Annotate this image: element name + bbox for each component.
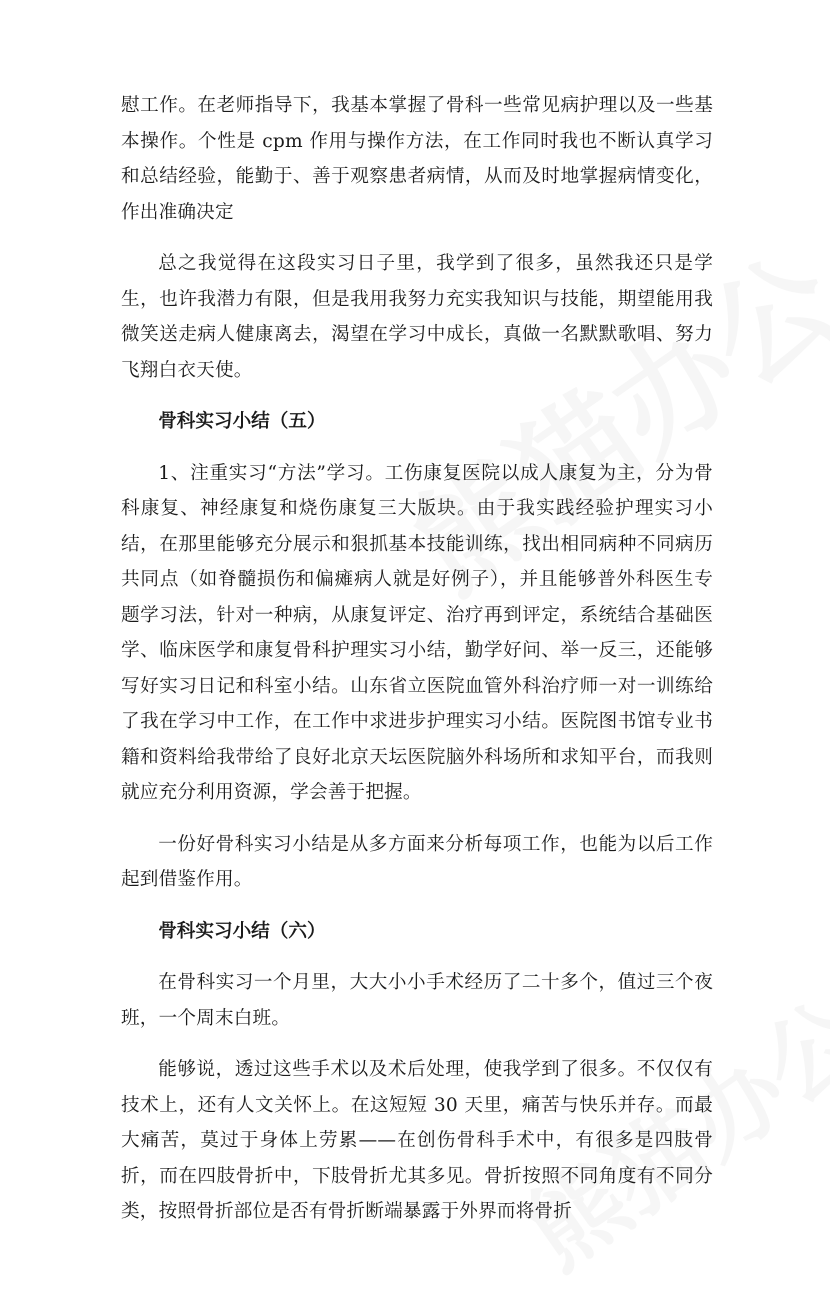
section-heading-six: 骨科实习小结（六） — [158, 920, 326, 942]
paragraph-continued: 慰工作。在老师指导下，我基本掌握了骨科一些常见病护理以及一些基本操作。个性是 cpm 作用与操作方法，在工作同时我也不断认真学习和总结经验，能勤于、善于观察患者病情，从而及时地掌握病情变化，作出准确决定 — [121, 95, 713, 223]
paragraph-surgery: 能够说，透过这些手术以及术后处理，使我学到了很多。不仅仅有技术上，还有人文关怀上。在这短短 30 天里，痛苦与快乐并存。而最大痛苦，莫过于身体上劳累——在创伤骨科手术中，有很多是四肢骨折，而在四肢骨折中，下肢骨折尤其多见。骨折按照不同角度有不同分类，按照骨折部位是否有骨折断端暴露于外界而将骨折 — [121, 1059, 713, 1222]
paragraph-summary: 总之我觉得在这段实习日子里，我学到了很多，虽然我还只是学生，也许我潜力有限，但是我用我努力充实我知识与技能，期望能用我微笑送走病人健康离去，渴望在学习中成长，真做一名默默歌唱、努力飞翔白衣天使。 — [121, 253, 713, 381]
paragraph-method: 1、注重实习“方法”学习。工伤康复医院以成人康复为主，分为骨科康复、神经康复和烧伤康复三大版块。由于我实践经验护理实习小结，在那里能够充分展示和狠抓基本技能训练，找出相同病种不同病历共同点（如脊髓损伤和偏瘫病人就是好例子），并且能够普外科医生专题学习法，针对一种病，从康复评定、治疗再到评定，系统结合基础医学、临床医学和康复骨科护理实习小结，勤学好问、举一反三，还能够写好实习日记和科室小结。山东省立医院血管外科治疗师一对一训练给了我在学习中工作，在工作中求进步护理实习小结。医院图书馆专业书籍和资料给我带给了良好北京天坛医院脑外科场所和求知平台，而我则就应充分利用资源，学会善于把握。 — [121, 462, 713, 803]
section-heading-five: 骨科实习小结（五） — [158, 411, 326, 432]
paragraph-conclusion: 一份好骨科实习小结是从多方面来分析每项工作，也能为以后工作起到借鉴作用。 — [121, 833, 713, 890]
paragraph-month: 在骨科实习一个月里，大大小小手术经历了二十多个，值过三个夜班，一个周末白班。 — [121, 972, 713, 1029]
document-body — [121, 88, 713, 1230]
